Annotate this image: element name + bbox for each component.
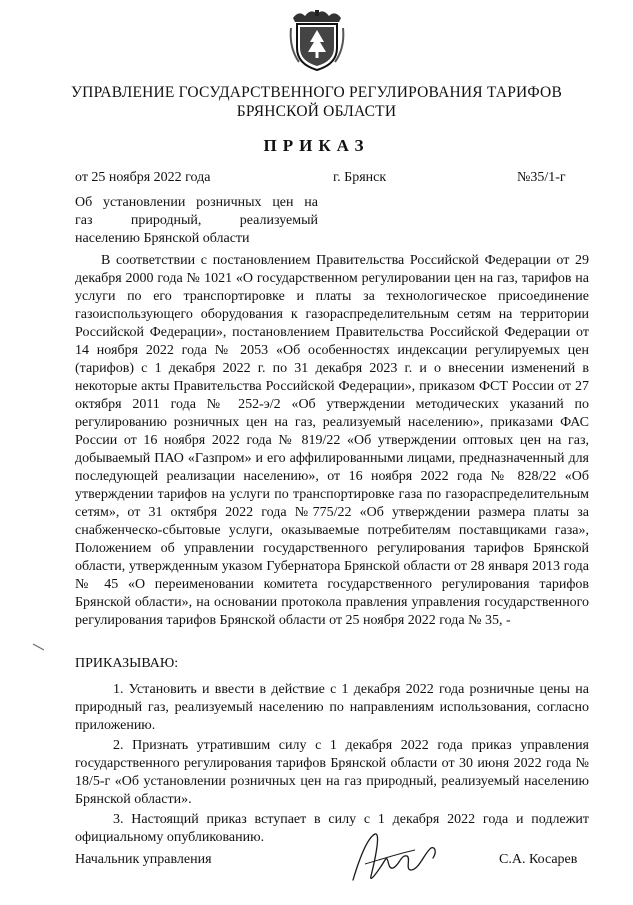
document-city: г. Брянск bbox=[333, 170, 387, 185]
order-item: 3. Настоящий приказ вступает в силу с 1 декабря 2022 года и подлежит официальному опубликованию. bbox=[75, 812, 589, 845]
preamble-paragraph: В соответствии с постановлением Правительства Российской Федерации от 29 декабря 2000 года № 1021 «О государственном регулировании цен на газ, тарифов на услуги по его транспортировке и платы за технологическое присоединение газоиспользующего оборудования к газораспределительным сетям на территории Российской Федерации», постановлением Правительства Российской Федерации от 14 ноября 2022 года № 2053 «Об особенностях индексации регулируемых цен (тарифов) с 1 декабря 2022 г. по 31 декабря 2023 г. и о внесении изменений в некоторые акты Правительства Российской Федерации», приказом ФСТ России от 27 октября 2011 года № 252-э/2 «Об утверждении методических указаний по регулированию розничных цен на газ, реализуемый населению», приказами ФАС России от 16 ноября 2022 года № 819/22 «Об утверждении оптовых цен на газ, добываемый ПАО «Газпром» и его аффилированными лицами, предназначенный для последующей реализации населению», от 16 ноября 2022 года № 828/22 «Об утверждении тарифов на услуги по транспортировке газа по газораспределительным сетям», от 31 октября 2022 года №775/22 «Об утверждении размера платы за снабженческо-сбытовые услуги, оказываемые потребителям поставщиками газа», Положением об управлении государственного регулирования тарифов Брянской области, утвержденным указом Губернатора Брянской области от 28 января 2013 года № 45 «О переименовании комитета государственного регулирования тарифов Брянской области», на основании протокола правления управления государственного регулирования тарифов Брянской области от 25 ноября 2022 года № 35, - bbox=[75, 253, 589, 628]
organization-name: УПРАВЛЕНИЕ ГОСУДАРСТВЕННОГО РЕГУЛИРОВАНИЯ ТАРИФОВ bbox=[71, 84, 562, 101]
order-items bbox=[75, 681, 589, 849]
handwritten-signature bbox=[345, 830, 445, 886]
subject-line: Об установлении розничных цен на bbox=[75, 195, 318, 210]
margin-tick-mark bbox=[32, 642, 46, 652]
subject-line: населению Брянской области bbox=[75, 231, 250, 246]
order-item: 1. Установить и ввести в действие с 1 декабря 2022 года розничные цены на природный газ, реализуемый населению по направлениям использования, согласно приложению. bbox=[75, 682, 589, 733]
document-number: №35/1-г bbox=[517, 170, 566, 185]
coat-of-arms-icon bbox=[289, 8, 345, 74]
subject-line: газ природный, реализуемый bbox=[75, 213, 318, 228]
document-subject bbox=[75, 194, 318, 248]
document-title: ПРИКАЗ bbox=[263, 136, 370, 155]
order-heading: ПРИКАЗЫВАЮ: bbox=[75, 656, 179, 671]
order-item: 2. Признать утратившим силу с 1 декабря 2022 года приказ управления государственного регулирования тарифов Брянской области от 30 июня 2022 года № 18/5-г «Об установлении розничных цен на газ природный, реализуемый населению Брянской области». bbox=[75, 738, 589, 807]
organization-region: БРЯНСКОЙ ОБЛАСТИ bbox=[236, 103, 397, 120]
document-date: от 25 ноября 2022 года bbox=[75, 170, 211, 185]
signatory-name: С.А. Косарев bbox=[499, 852, 578, 867]
signatory-position: Начальник управления bbox=[75, 852, 212, 867]
